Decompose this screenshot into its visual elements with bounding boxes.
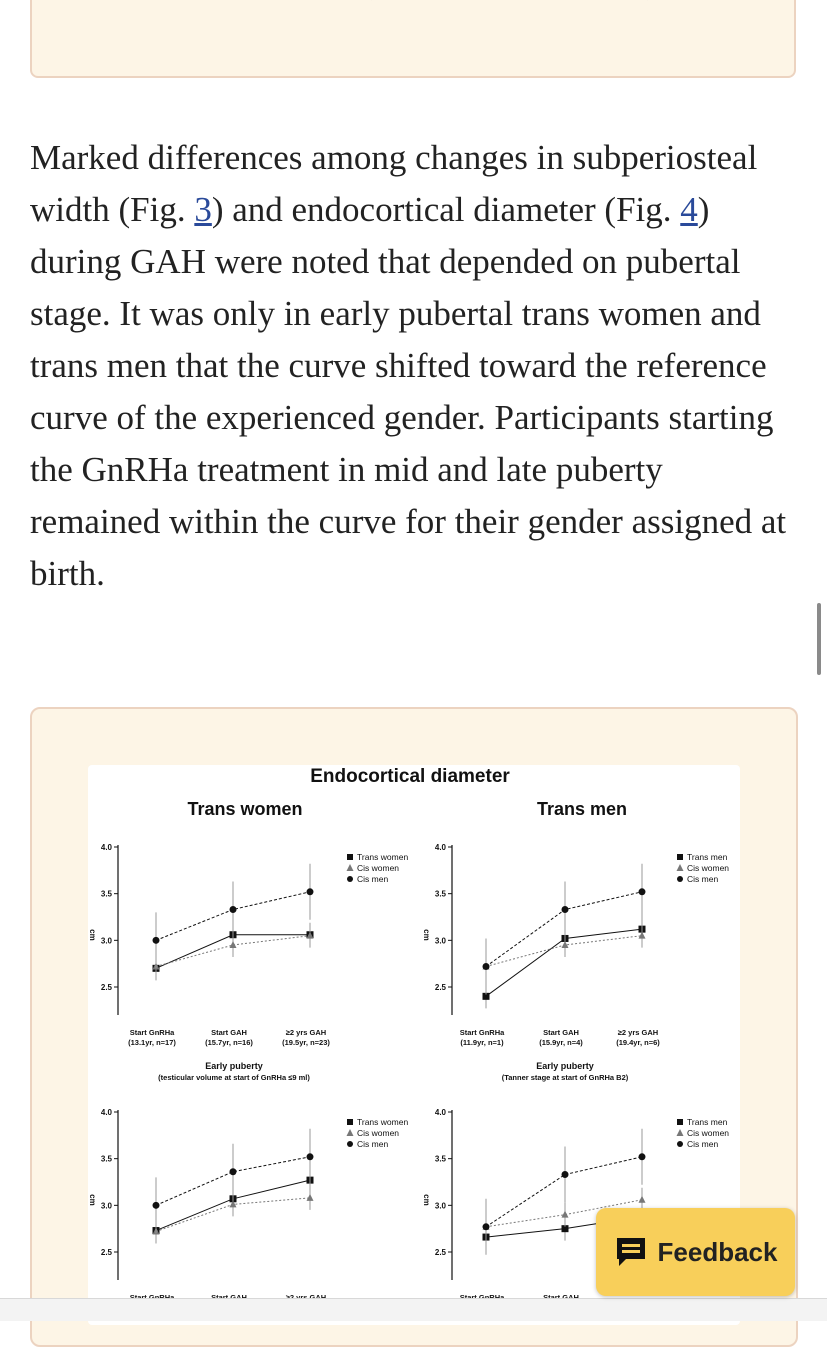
tm-early-x-label: Start GAH xyxy=(543,1028,579,1037)
tm-row2-legend-label: Trans men xyxy=(687,1117,728,1127)
tm-early-y-tick-label: 3.0 xyxy=(434,936,446,946)
tm-row2-legend-marker xyxy=(677,1119,683,1125)
tm-early-legend-label: Cis men xyxy=(687,874,719,884)
tw-early-legend-marker xyxy=(347,864,354,871)
tm-early-x-sublabel: (15.9yr, n=4) xyxy=(539,1038,583,1047)
tm-row2-legend-label: Cis women xyxy=(687,1128,730,1138)
tm-early-x-label: ≥2 yrs GAH xyxy=(617,1028,659,1037)
tw-early-y-tick-label: 2.5 xyxy=(100,983,112,992)
tm-early-legend-marker xyxy=(677,876,683,882)
tw-row2-y-tick-label: 2.5 xyxy=(100,1248,112,1257)
tw-early-y-tick-label: 3.0 xyxy=(100,936,112,946)
tm-early-series-2-point xyxy=(639,888,646,895)
tw-early-x-label: ≥2 yrs GAH xyxy=(285,1028,327,1037)
tw-early-x-sublabel: (13.1yr, n=17) xyxy=(128,1038,176,1047)
figure-3-link[interactable]: 3 xyxy=(194,190,212,229)
tw-row2-series-2-point xyxy=(307,1153,314,1160)
tw-early-x-label: Start GAH xyxy=(211,1028,247,1037)
tw-early-x-sublabel: (19.5yr, n=23) xyxy=(282,1038,330,1047)
panel-title-trans-women: Trans women xyxy=(187,799,303,819)
tm-row2-series-2-point xyxy=(562,1171,569,1178)
tw-row2-y-tick-label: 4.0 xyxy=(100,1108,112,1117)
feedback-label: Feedback xyxy=(657,1236,778,1267)
tw-row2-legend-label: Cis men xyxy=(357,1139,389,1149)
figure-caption-box xyxy=(30,0,796,78)
figure-4-link[interactable]: 4 xyxy=(680,190,698,229)
tm-early-y-tick-label: 2.5 xyxy=(434,983,446,992)
tm-row2-y-tick-label: 4.0 xyxy=(434,1108,446,1117)
tw-early-legend-marker xyxy=(347,876,353,882)
feedback-icon xyxy=(614,1235,648,1269)
tm-early-x-sublabel: (19.4yr, n=6) xyxy=(616,1038,660,1047)
paragraph-text-2: ) and endocortical diameter (Fig. xyxy=(211,190,681,229)
feedback-button[interactable] xyxy=(596,1208,795,1296)
tm-row2-legend-marker xyxy=(677,1141,683,1147)
tw-row2-legend-label: Trans women xyxy=(357,1117,409,1127)
tm-row2-legend-marker xyxy=(677,1129,684,1136)
tw-row2-series-2-point xyxy=(153,1202,160,1209)
tw-row2-legend-label: Cis women xyxy=(357,1128,400,1138)
tm-early-legend-marker xyxy=(677,854,683,860)
tw-row2-series-2-point xyxy=(230,1168,237,1175)
tw-early-y-unit: cm xyxy=(88,929,97,941)
tm-early-legend-marker xyxy=(677,864,684,871)
tm-early-legend-label: Trans men xyxy=(687,852,728,862)
tw-early-subtitle: Early puberty xyxy=(205,1061,263,1071)
figure-title: Endocortical diameter xyxy=(310,766,510,787)
tm-row2-series-1-point xyxy=(562,1211,569,1218)
tw-early-legend-label: Cis women xyxy=(357,863,400,873)
tm-early-y-tick-label: 3.5 xyxy=(434,889,446,899)
tm-row2-series-2-point xyxy=(639,1153,646,1160)
panel-title-trans-men: Trans men xyxy=(536,799,628,819)
tw-early-legend-label: Trans women xyxy=(357,852,409,862)
tw-row2-y-unit: cm xyxy=(88,1194,97,1206)
figure-caption-text xyxy=(84,0,662,2)
scrollbar-thumb[interactable] xyxy=(817,603,821,675)
tw-row2-series-1-point xyxy=(307,1194,314,1201)
tw-early-y-tick-label: 4.0 xyxy=(100,843,112,852)
tw-early-series-1-point xyxy=(230,941,237,948)
tw-early-legend-label: Cis men xyxy=(357,874,389,884)
paragraph-text-1: Marked differences among changes in subperiosteal width (Fig. xyxy=(30,138,758,229)
tm-row2-y-tick-label: 3.0 xyxy=(434,1201,446,1211)
tm-row2-legend-label: Cis men xyxy=(687,1139,719,1149)
tm-row2-series-2-point xyxy=(483,1223,490,1230)
tw-row2-y-tick-label: 3.5 xyxy=(100,1154,112,1164)
paragraph-text-3: ) during GAH were noted that depended on pubertal stage. It was only in early pubertal trans women and trans men that the curve shifted toward the reference curve of the experienced gender. Participants starting the GnRHa treatment in mid and late puberty remained within the curve for their gender assigned at birth. xyxy=(30,190,787,593)
article-paragraph xyxy=(30,132,800,600)
tm-early-series-1-point xyxy=(639,932,646,939)
tm-row2-y-unit: cm xyxy=(422,1194,431,1206)
tm-row2-y-tick-label: 3.5 xyxy=(434,1154,446,1164)
tm-early-series-2-point xyxy=(483,963,490,970)
tw-early-series-2-point xyxy=(307,888,314,895)
tm-row2-y-tick-label: 2.5 xyxy=(434,1248,446,1257)
tm-early-legend-label: Cis women xyxy=(687,863,730,873)
tw-early-subtitle-detail: (testicular volume at start of GnRHa ≤9 ml) xyxy=(158,1073,310,1082)
tm-early-x-sublabel: (11.9yr, n=1) xyxy=(460,1038,504,1047)
tw-early-series-2-point xyxy=(153,937,160,944)
tm-early-x-label: Start GnRHa xyxy=(459,1028,505,1037)
tw-early-series-2-point xyxy=(230,906,237,913)
tw-early-y-tick-label: 3.5 xyxy=(100,889,112,899)
tw-early-legend-marker xyxy=(347,854,353,860)
tm-row2-series-1-point xyxy=(639,1196,646,1203)
tw-row2-legend-marker xyxy=(347,1141,353,1147)
tw-row2-legend-marker xyxy=(347,1119,353,1125)
tm-early-series-2-line xyxy=(486,892,642,967)
bottom-toolbar xyxy=(0,1298,827,1321)
tw-row2-legend-marker xyxy=(347,1129,354,1136)
tw-early-x-sublabel: (15.7yr, n=16) xyxy=(205,1038,253,1047)
tm-early-subtitle: Early puberty xyxy=(536,1061,594,1071)
tm-early-subtitle-detail: (Tanner stage at start of GnRHa B2) xyxy=(501,1073,629,1082)
tm-early-y-tick-label: 4.0 xyxy=(434,843,446,852)
tw-early-x-label: Start GnRHa xyxy=(129,1028,175,1037)
tw-row2-y-tick-label: 3.0 xyxy=(100,1201,112,1211)
tm-early-series-2-point xyxy=(562,906,569,913)
tm-early-y-unit: cm xyxy=(422,929,431,941)
